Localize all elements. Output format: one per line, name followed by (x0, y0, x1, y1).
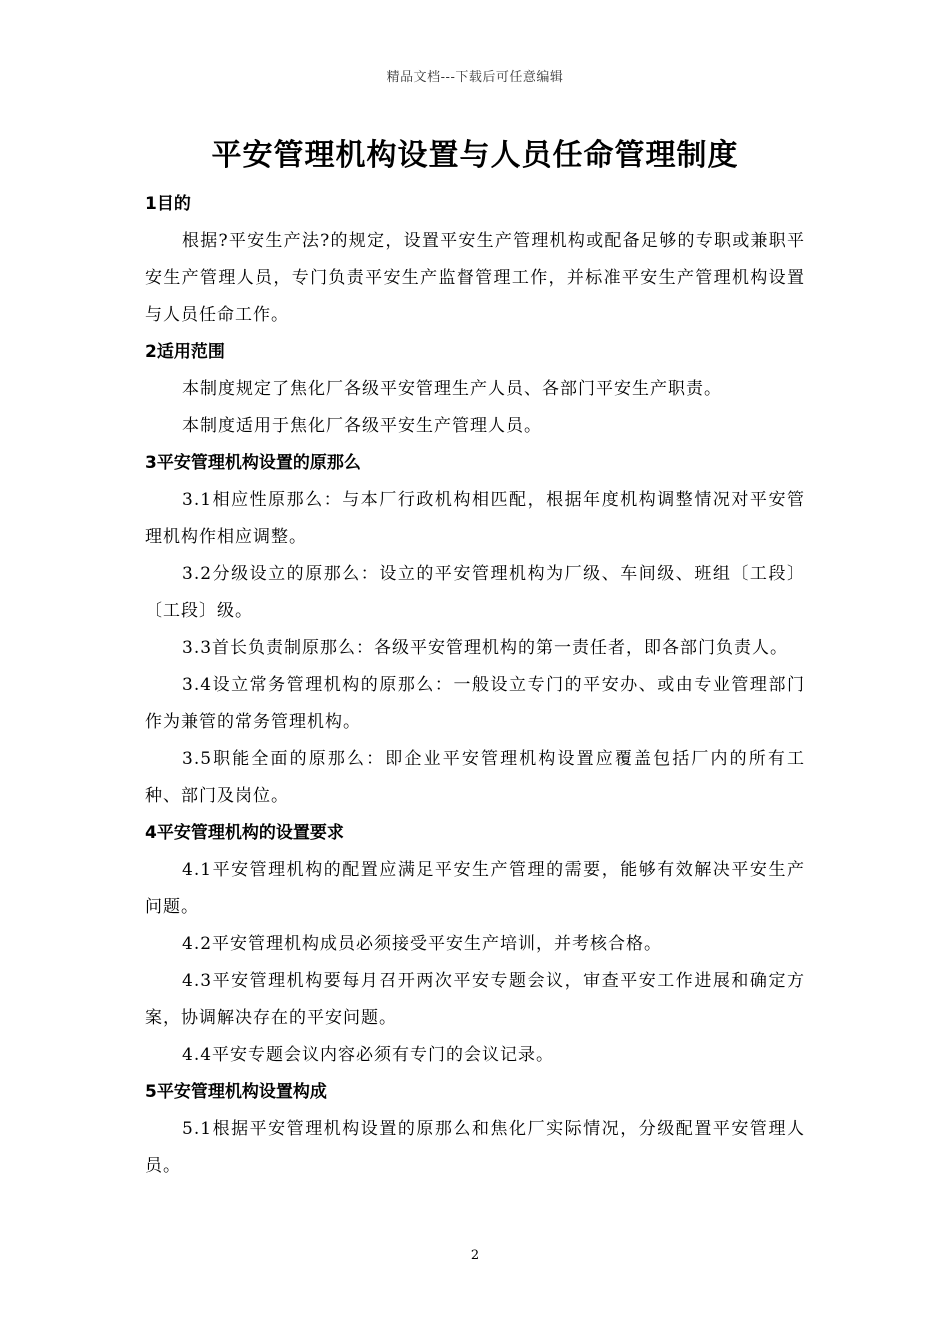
paragraph: 4.2平安管理机构成员必须接受平安生产培训，并考核合格。 (182, 934, 663, 954)
paragraph: 3.1相应性原那么：与本厂行政机构相匹配，根据年度机构调整情况对平安管理机构作相应调整。 (145, 490, 805, 547)
paragraph: 4.3平安管理机构要每月召开两次平安专题会议，审查平安工作进展和确定方案，协调解决存在的平安问题。 (145, 971, 805, 1028)
paragraph: 5.1根据平安管理机构设置的原那么和焦化厂实际情况，分级配置平安管理人员。 (145, 1119, 805, 1176)
section-requirements (145, 815, 805, 1074)
document-body (145, 186, 805, 1185)
paragraph: 3.3首长负责制原那么：各级平安管理机构的第一责任者，即各部门负责人。 (182, 638, 789, 658)
page-number: 2 (470, 1248, 480, 1263)
paragraph: 3.2分级设立的原那么：设立的平安管理机构为厂级、车间级、班组〔工段〕〔工段〕级。 (145, 564, 805, 621)
paragraph: 本制度规定了焦化厂各级平安管理生产人员、各部门平安生产职责。 (182, 379, 722, 399)
document-title: 平安管理机构设置与人员任命管理制度 (211, 138, 739, 173)
paragraph: 3.4设立常务管理机构的原那么：一般设立专门的平安办、或由专业管理部门作为兼管的常务管理机构。 (145, 675, 805, 732)
section-composition (145, 1074, 805, 1185)
section-purpose (145, 186, 805, 334)
section-heading: 2适用范围 (145, 342, 225, 362)
paragraph: 3.5职能全面的原那么：即企业平安管理机构设置应覆盖包括厂内的所有工种、部门及岗位。 (145, 749, 805, 806)
section-heading: 3平安管理机构设置的原那么 (145, 453, 361, 473)
paragraph: 4.4平安专题会议内容必须有专门的会议记录。 (182, 1045, 555, 1065)
paragraph: 本制度适用于焦化厂各级平安生产管理人员。 (182, 416, 542, 436)
section-heading: 1目的 (145, 194, 191, 214)
section-heading: 4平安管理机构的设置要求 (145, 823, 344, 843)
section-heading: 5平安管理机构设置构成 (145, 1082, 327, 1102)
paragraph: 根据?平安生产法?的规定，设置平安生产管理机构或配备足够的专职或兼职平安生产管理人员，专门负责平安生产监督管理工作，并标准平安生产管理机构设置与人员任命工作。 (145, 231, 805, 325)
page-header: 精品文档---下载后可任意编辑 (386, 70, 564, 85)
section-principles (145, 445, 805, 815)
paragraph: 4.1平安管理机构的配置应满足平安生产管理的需要，能够有效解决平安生产问题。 (145, 860, 805, 917)
section-scope (145, 334, 805, 445)
